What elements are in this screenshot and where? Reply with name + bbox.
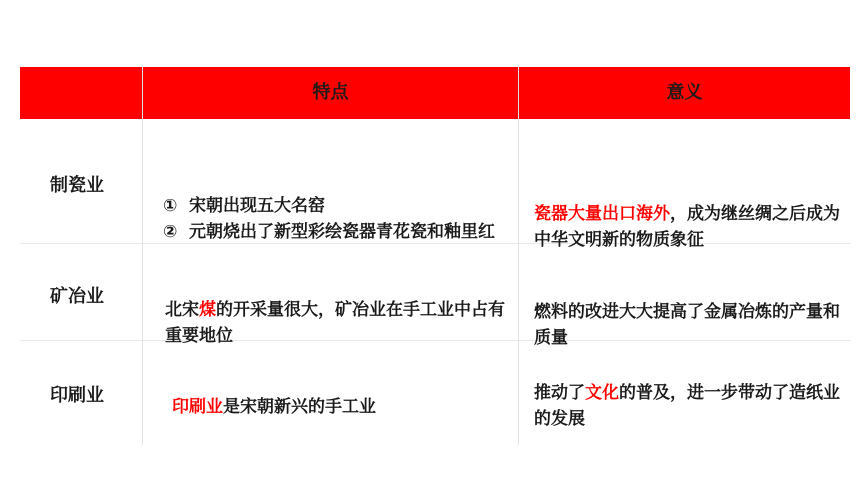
header-meaning: 意义 xyxy=(666,82,703,103)
row-label-printing: 印刷业 xyxy=(50,385,104,406)
porcelain-meaning xyxy=(534,201,840,253)
mining-meaning xyxy=(534,299,840,351)
feature-item xyxy=(163,219,518,245)
row-label-mining: 矿冶业 xyxy=(50,286,104,307)
feature-text: 元朝烧出了新型彩绘瓷器青花瓷和釉里红 xyxy=(189,222,495,242)
item-number: ① xyxy=(163,196,178,216)
porcelain-features xyxy=(163,193,518,245)
feature-highlight: 煤 xyxy=(199,300,216,320)
printing-feature xyxy=(172,394,512,420)
meaning-highlight: 文化 xyxy=(585,383,619,403)
feature-text: 是宋朝新兴的手工业 xyxy=(223,397,376,417)
meaning-text: ，成为继丝绸之后成为中华文明新的物质象征 xyxy=(534,204,840,250)
feature-text: 的开采量很大，矿冶业在手工业中占有重要地位 xyxy=(165,300,505,346)
column-divider xyxy=(518,67,519,445)
item-number: ② xyxy=(163,222,178,242)
feature-item xyxy=(163,193,518,219)
column-divider xyxy=(142,67,143,445)
feature-highlight: 印刷业 xyxy=(172,397,223,417)
feature-text: 北宋 xyxy=(165,300,199,320)
header-features: 特点 xyxy=(312,82,349,103)
meaning-highlight: 瓷器大量出口海外 xyxy=(534,204,670,224)
printing-meaning xyxy=(534,380,840,432)
feature-text: 宋朝出现五大名窑 xyxy=(189,196,325,216)
meaning-text: 燃料的改进大大提高了金属冶炼的产量和质量 xyxy=(534,302,840,348)
row-label-porcelain: 制瓷业 xyxy=(50,175,104,196)
mining-feature xyxy=(165,297,515,349)
meaning-text: 推动了 xyxy=(534,383,585,403)
header-col1 xyxy=(20,67,142,119)
meaning-text: 的普及，进一步带动了造纸业的发展 xyxy=(534,383,840,429)
